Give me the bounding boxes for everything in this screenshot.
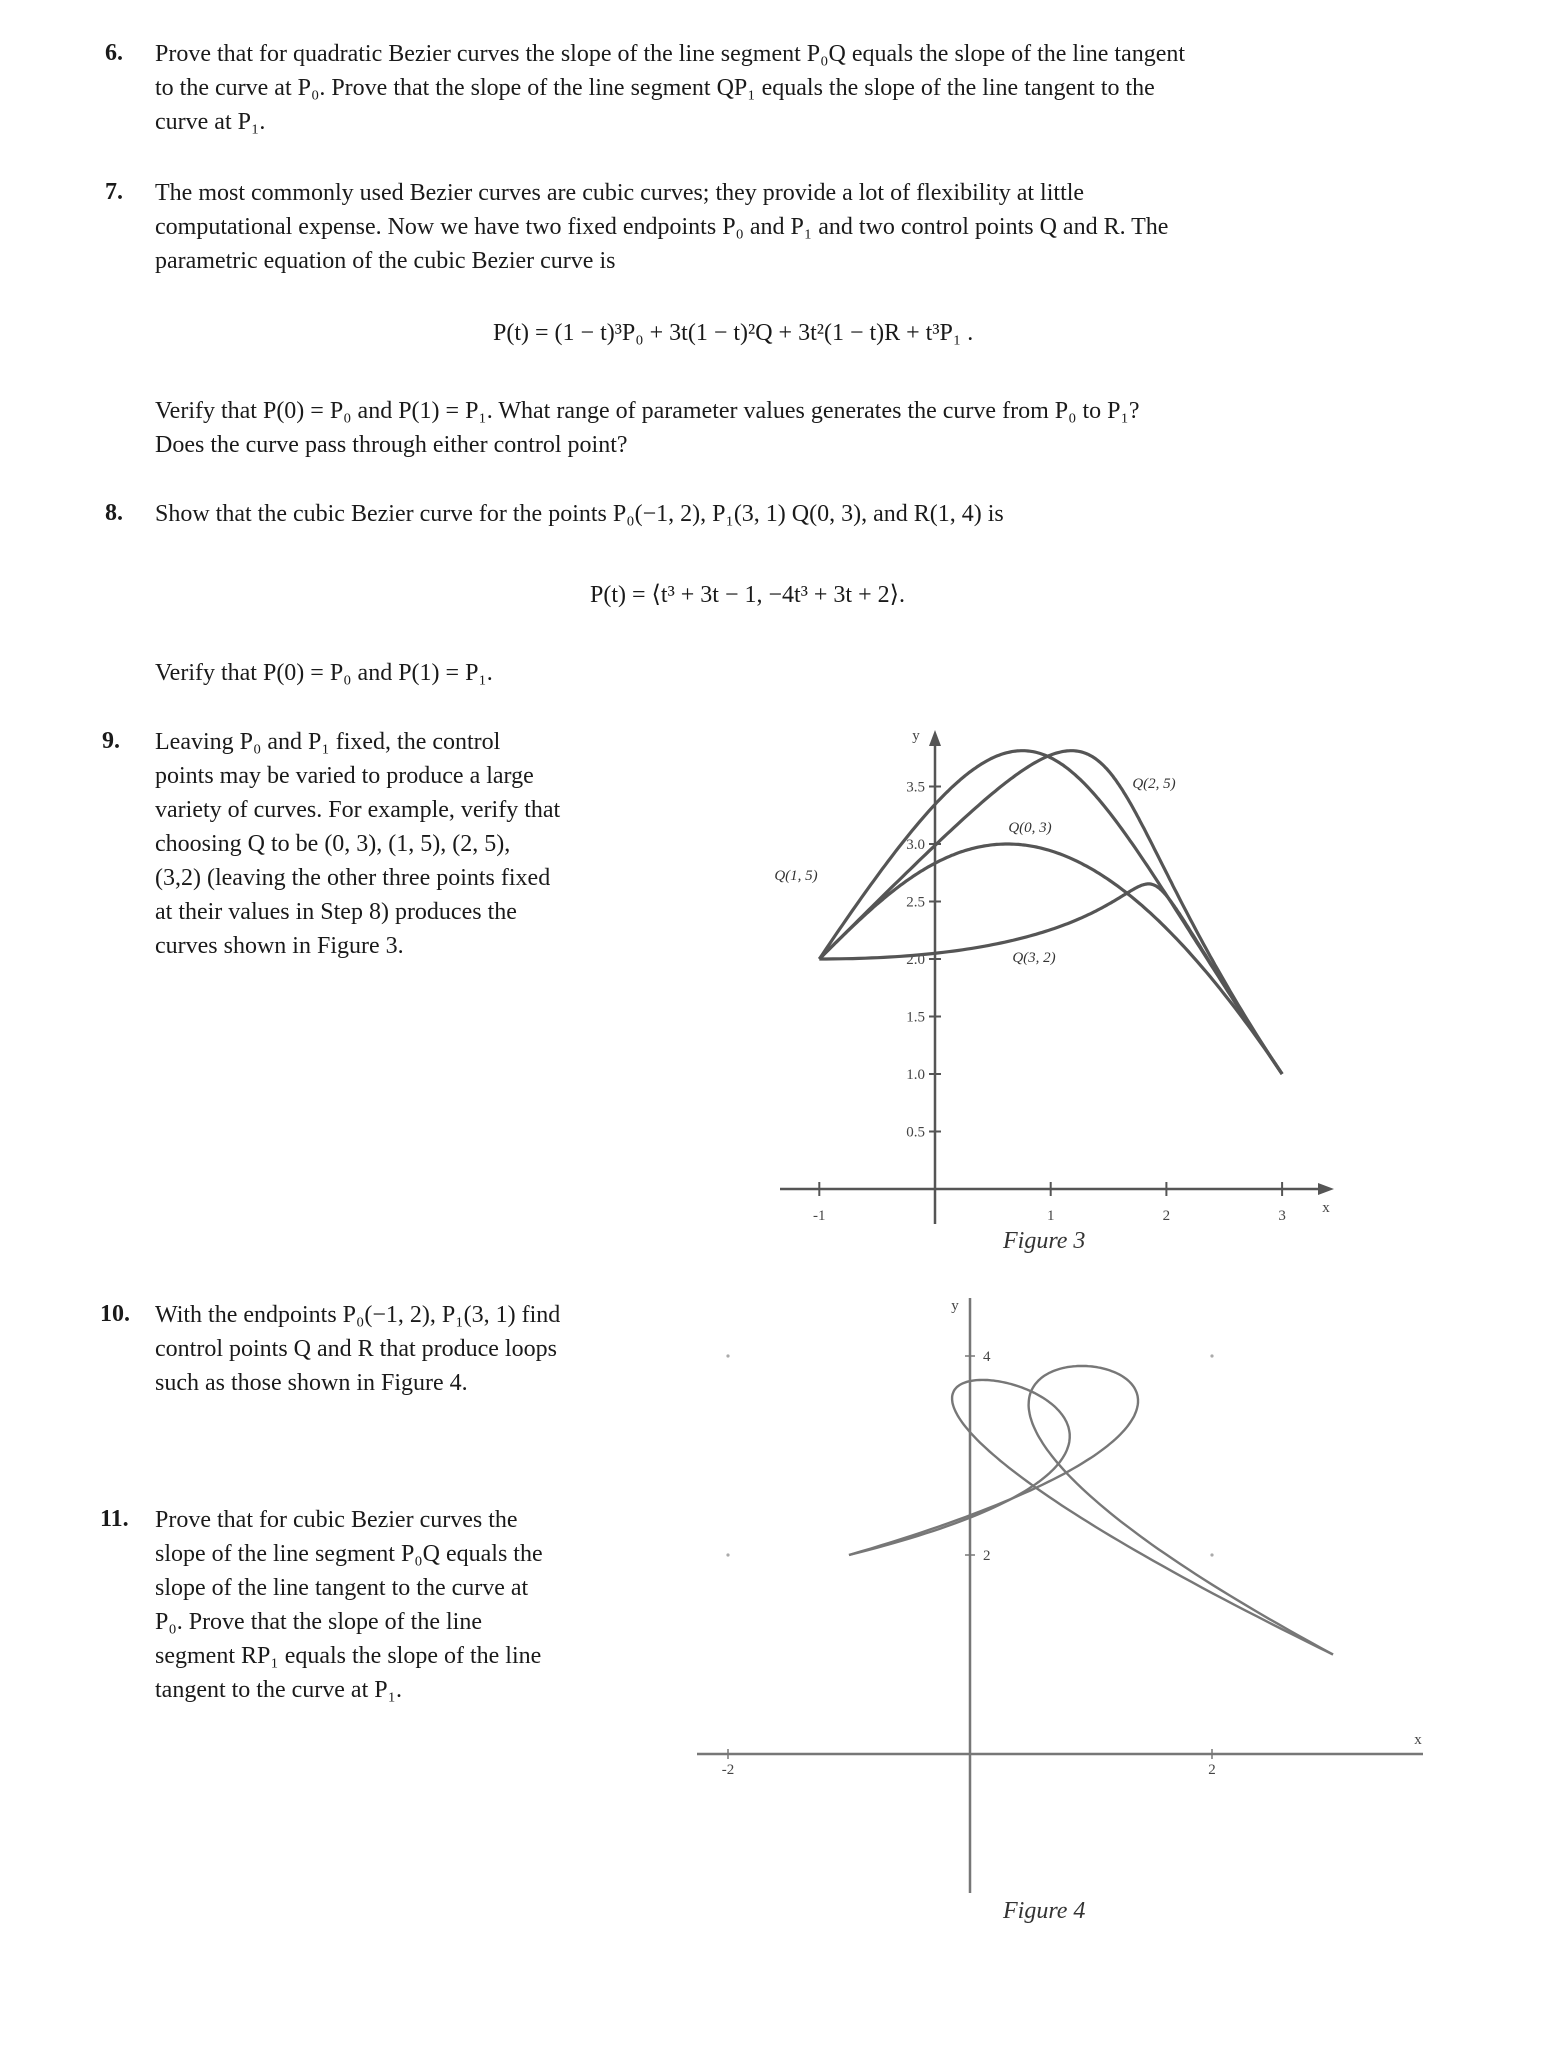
- curve-label: Q(3, 2): [1012, 950, 1056, 966]
- problem-text-line: slope of the line tangent to the curve at: [155, 1575, 529, 1601]
- problem-number: 6.: [105, 40, 123, 66]
- y-tick-label: 4: [983, 1349, 991, 1365]
- y-axis-label: y: [912, 728, 920, 744]
- y-axis-arrow-icon: [929, 730, 941, 746]
- figure-3-caption: Figure 3: [1003, 1228, 1086, 1254]
- problem-text-line: curves shown in Figure 3.: [155, 933, 404, 959]
- curve-label: Q(0, 3): [1008, 820, 1052, 836]
- y-tick-label: 1.0: [906, 1067, 925, 1083]
- problem-text-line: Prove that for cubic Bezier curves the: [155, 1507, 518, 1533]
- problem-text-line: Show that the cubic Bezier curve for the points P₀(−1, 2), P₁(3, 1) Q(0, 3), and R(1, 4) is: [155, 501, 1004, 527]
- loop-curve: [849, 1366, 1333, 1655]
- problem-text-line: Verify that P(0) = P₀ and P(1) = P₁. What range of parameter values generates the curve from P₀ to P₁?: [155, 398, 1140, 424]
- grid-dot: [726, 1553, 729, 1556]
- curve-label: Q(1, 5): [774, 868, 818, 884]
- problem-text-line: Does the curve pass through either control point?: [155, 432, 628, 458]
- problem-equation: P(t) = (1 − t)³P₀ + 3t(1 − t)²Q + 3t²(1 − t)R + t³P₁ .: [493, 320, 974, 346]
- problem-text-line: slope of the line segment P₀Q equals the: [155, 1541, 543, 1567]
- problem-text-line: Verify that P(0) = P₀ and P(1) = P₁.: [155, 660, 493, 686]
- figure-4-caption: Figure 4: [1003, 1898, 1086, 1924]
- problem-text-line: (3,2) (leaving the other three points fixed: [155, 865, 551, 891]
- problem-text-line: control points Q and R that produce loops: [155, 1336, 557, 1362]
- problem-text-line: Leaving P₀ and P₁ fixed, the control: [155, 729, 501, 755]
- problem-text-line: such as those shown in Figure 4.: [155, 1370, 468, 1396]
- problem-equation: P(t) = ⟨t³ + 3t − 1, −4t³ + 3t + 2⟩.: [590, 582, 905, 608]
- x-tick-label: -1: [813, 1208, 826, 1224]
- y-tick-label: 2: [983, 1548, 991, 1564]
- y-tick-label: 1.5: [906, 1009, 925, 1026]
- problem-text-line: computational expense. Now we have two fixed endpoints P₀ and P₁ and two control points Q and R. The: [155, 214, 1169, 240]
- problem-text-line: curve at P₁.: [155, 109, 266, 135]
- problem-text-line: to the curve at P₀. Prove that the slope of the line segment QP₁ equals the slope of the line tangent to the: [155, 75, 1155, 101]
- problem-text-line: Prove that for quadratic Bezier curves the slope of the line segment P₀Q equals the slope of the line tangent: [155, 41, 1186, 67]
- problem-text-line: parametric equation of the cubic Bezier curve is: [155, 248, 616, 274]
- grid-dot: [1210, 1354, 1213, 1357]
- problem-number: 11.: [100, 1506, 129, 1532]
- x-axis-label: x: [1414, 1732, 1422, 1748]
- problem-number: 7.: [105, 179, 123, 205]
- y-tick-label: 3.0: [906, 837, 925, 853]
- problem-number: 9.: [102, 728, 120, 754]
- problem-text-line: segment RP₁ equals the slope of the line: [155, 1643, 542, 1669]
- x-axis-arrow-icon: [1318, 1183, 1334, 1195]
- problem-text-line: With the endpoints P₀(−1, 2), P₁(3, 1) find: [155, 1302, 561, 1328]
- y-tick-label: 0.5: [906, 1124, 925, 1141]
- y-tick-label: 2.0: [906, 952, 925, 968]
- y-axis-label: y: [951, 1298, 959, 1314]
- bezier-curve: [819, 751, 1282, 1074]
- bezier-curve: [819, 751, 1282, 1074]
- problem-text-line: points may be varied to produce a large: [155, 763, 534, 789]
- grid-dot: [1210, 1553, 1213, 1556]
- x-tick-label: -2: [721, 1762, 735, 1778]
- x-tick-label: 2: [1162, 1208, 1171, 1224]
- x-axis-label: x: [1322, 1200, 1330, 1216]
- problem-number: 10.: [100, 1301, 130, 1327]
- problem-text-line: choosing Q to be (0, 3), (1, 5), (2, 5),: [155, 831, 511, 857]
- problem-text-line: at their values in Step 8) produces the: [155, 899, 517, 925]
- y-tick-label: 3.5: [906, 779, 925, 796]
- problem-number: 8.: [105, 500, 123, 526]
- problem-text-line: The most commonly used Bezier curves are cubic curves; they provide a lot of flexibility at little: [155, 180, 1085, 206]
- problem-text-line: variety of curves. For example, verify that: [155, 797, 561, 823]
- x-tick-label: 3: [1278, 1208, 1286, 1224]
- curve-label: Q(2, 5): [1132, 776, 1176, 792]
- problem-text-line: tangent to the curve at P₁.: [155, 1677, 402, 1703]
- x-tick-label: 2: [1208, 1762, 1216, 1778]
- problem-text-line: P₀. Prove that the slope of the line: [155, 1609, 482, 1635]
- x-tick-label: 1: [1046, 1208, 1055, 1224]
- y-tick-label: 2.5: [906, 894, 925, 911]
- grid-dot: [726, 1354, 729, 1357]
